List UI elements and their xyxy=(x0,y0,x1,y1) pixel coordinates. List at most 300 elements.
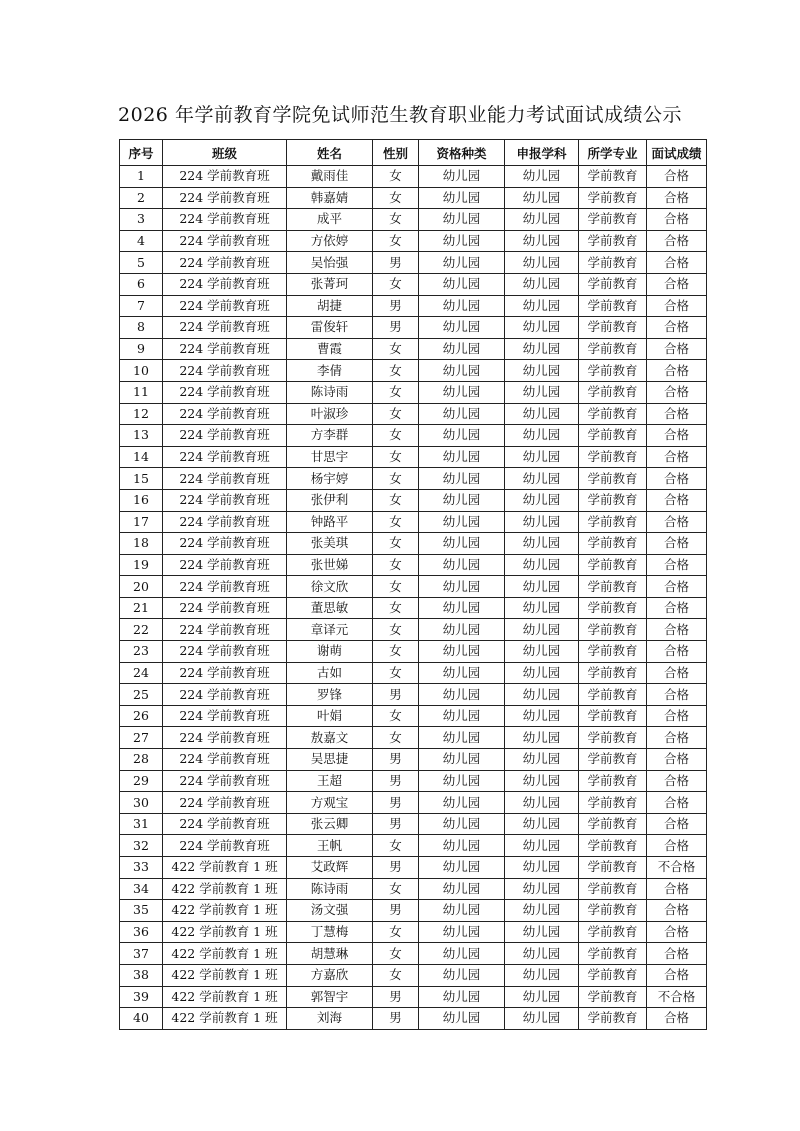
table-row xyxy=(120,187,707,209)
cell-gender: 男 xyxy=(373,857,419,879)
cell-qualification-type: 幼儿园 xyxy=(419,921,505,943)
cell-index: 26 xyxy=(120,705,163,727)
table-row xyxy=(120,641,707,663)
cell-interview-result: 合格 xyxy=(647,705,707,727)
cell-index: 7 xyxy=(120,295,163,317)
cell-major: 学前教育 xyxy=(579,338,647,360)
cell-name: 陈诗雨 xyxy=(287,381,373,403)
cell-interview-result: 合格 xyxy=(647,381,707,403)
table-row xyxy=(120,835,707,857)
cell-interview-result: 合格 xyxy=(647,230,707,252)
cell-subject: 幼儿园 xyxy=(505,705,579,727)
cell-subject: 幼儿园 xyxy=(505,727,579,749)
cell-name: 张世娣 xyxy=(287,554,373,576)
table-row xyxy=(120,489,707,511)
cell-major: 学前教育 xyxy=(579,813,647,835)
cell-name: 张菁珂 xyxy=(287,273,373,295)
table-row xyxy=(120,209,707,231)
cell-index: 22 xyxy=(120,619,163,641)
cell-qualification-type: 幼儿园 xyxy=(419,857,505,879)
cell-qualification-type: 幼儿园 xyxy=(419,554,505,576)
cell-gender: 女 xyxy=(373,230,419,252)
cell-major: 学前教育 xyxy=(579,317,647,339)
col-header-class: 班级 xyxy=(163,140,287,166)
cell-name: 甘思宇 xyxy=(287,446,373,468)
cell-subject: 幼儿园 xyxy=(505,381,579,403)
cell-name: 董思敏 xyxy=(287,597,373,619)
table-row xyxy=(120,619,707,641)
cell-gender: 男 xyxy=(373,252,419,274)
cell-major: 学前教育 xyxy=(579,1008,647,1030)
cell-class: 224 学前教育班 xyxy=(163,533,287,555)
cell-index: 23 xyxy=(120,641,163,663)
cell-major: 学前教育 xyxy=(579,489,647,511)
cell-qualification-type: 幼儿园 xyxy=(419,662,505,684)
cell-gender: 男 xyxy=(373,295,419,317)
cell-interview-result: 合格 xyxy=(647,943,707,965)
cell-class: 224 学前教育班 xyxy=(163,576,287,598)
cell-major: 学前教育 xyxy=(579,684,647,706)
cell-qualification-type: 幼儿园 xyxy=(419,489,505,511)
cell-interview-result: 合格 xyxy=(647,921,707,943)
cell-index: 18 xyxy=(120,533,163,555)
cell-interview-result: 合格 xyxy=(647,403,707,425)
cell-interview-result: 合格 xyxy=(647,295,707,317)
cell-interview-result: 合格 xyxy=(647,468,707,490)
table-row xyxy=(120,813,707,835)
cell-gender: 女 xyxy=(373,878,419,900)
cell-gender: 女 xyxy=(373,468,419,490)
cell-gender: 女 xyxy=(373,446,419,468)
cell-major: 学前教育 xyxy=(579,705,647,727)
cell-index: 29 xyxy=(120,770,163,792)
col-header-index: 序号 xyxy=(120,140,163,166)
cell-interview-result: 合格 xyxy=(647,446,707,468)
table-row xyxy=(120,468,707,490)
cell-qualification-type: 幼儿园 xyxy=(419,878,505,900)
cell-gender: 女 xyxy=(373,619,419,641)
cell-index: 40 xyxy=(120,1008,163,1030)
table-row xyxy=(120,727,707,749)
cell-major: 学前教育 xyxy=(579,425,647,447)
cell-interview-result: 合格 xyxy=(647,770,707,792)
cell-subject: 幼儿园 xyxy=(505,317,579,339)
cell-gender: 女 xyxy=(373,705,419,727)
cell-index: 1 xyxy=(120,166,163,188)
cell-qualification-type: 幼儿园 xyxy=(419,749,505,771)
cell-interview-result: 合格 xyxy=(647,489,707,511)
cell-gender: 女 xyxy=(373,554,419,576)
cell-subject: 幼儿园 xyxy=(505,446,579,468)
cell-interview-result: 合格 xyxy=(647,727,707,749)
cell-major: 学前教育 xyxy=(579,964,647,986)
cell-index: 24 xyxy=(120,662,163,684)
cell-class: 224 学前教育班 xyxy=(163,489,287,511)
cell-name: 敖嘉文 xyxy=(287,727,373,749)
cell-subject: 幼儿园 xyxy=(505,986,579,1008)
cell-index: 25 xyxy=(120,684,163,706)
cell-qualification-type: 幼儿园 xyxy=(419,381,505,403)
col-header-gender: 性别 xyxy=(373,140,419,166)
cell-class: 224 学前教育班 xyxy=(163,187,287,209)
cell-class: 224 学前教育班 xyxy=(163,749,287,771)
cell-interview-result: 合格 xyxy=(647,252,707,274)
cell-qualification-type: 幼儿园 xyxy=(419,1008,505,1030)
cell-qualification-type: 幼儿园 xyxy=(419,943,505,965)
cell-class: 422 学前教育 1 班 xyxy=(163,921,287,943)
cell-gender: 女 xyxy=(373,835,419,857)
page-title: 2026 年学前教育学院免试师范生教育职业能力考试面试成绩公示 xyxy=(118,104,682,126)
cell-major: 学前教育 xyxy=(579,597,647,619)
cell-gender: 女 xyxy=(373,187,419,209)
cell-qualification-type: 幼儿园 xyxy=(419,252,505,274)
cell-interview-result: 合格 xyxy=(647,511,707,533)
cell-qualification-type: 幼儿园 xyxy=(419,835,505,857)
cell-gender: 男 xyxy=(373,792,419,814)
table-row xyxy=(120,360,707,382)
cell-index: 27 xyxy=(120,727,163,749)
cell-qualification-type: 幼儿园 xyxy=(419,360,505,382)
table-row xyxy=(120,446,707,468)
table-row xyxy=(120,295,707,317)
cell-subject: 幼儿园 xyxy=(505,576,579,598)
cell-interview-result: 不合格 xyxy=(647,986,707,1008)
cell-qualification-type: 幼儿园 xyxy=(419,317,505,339)
cell-qualification-type: 幼儿园 xyxy=(419,792,505,814)
cell-qualification-type: 幼儿园 xyxy=(419,403,505,425)
cell-name: 王超 xyxy=(287,770,373,792)
table-row xyxy=(120,900,707,922)
col-header-qualification-type: 资格种类 xyxy=(419,140,505,166)
cell-qualification-type: 幼儿园 xyxy=(419,533,505,555)
cell-qualification-type: 幼儿园 xyxy=(419,338,505,360)
cell-qualification-type: 幼儿园 xyxy=(419,468,505,490)
cell-gender: 女 xyxy=(373,338,419,360)
cell-gender: 女 xyxy=(373,489,419,511)
cell-class: 422 学前教育 1 班 xyxy=(163,878,287,900)
cell-class: 224 学前教育班 xyxy=(163,705,287,727)
table-row xyxy=(120,1008,707,1030)
cell-major: 学前教育 xyxy=(579,446,647,468)
cell-index: 38 xyxy=(120,964,163,986)
cell-class: 224 学前教育班 xyxy=(163,230,287,252)
cell-index: 12 xyxy=(120,403,163,425)
table-row xyxy=(120,403,707,425)
cell-index: 15 xyxy=(120,468,163,490)
cell-major: 学前教育 xyxy=(579,749,647,771)
cell-qualification-type: 幼儿园 xyxy=(419,770,505,792)
cell-interview-result: 合格 xyxy=(647,878,707,900)
cell-interview-result: 不合格 xyxy=(647,857,707,879)
cell-gender: 女 xyxy=(373,943,419,965)
cell-name: 韩嘉婧 xyxy=(287,187,373,209)
cell-subject: 幼儿园 xyxy=(505,770,579,792)
cell-index: 11 xyxy=(120,381,163,403)
cell-interview-result: 合格 xyxy=(647,338,707,360)
cell-subject: 幼儿园 xyxy=(505,662,579,684)
cell-gender: 女 xyxy=(373,166,419,188)
cell-class: 224 学前教育班 xyxy=(163,727,287,749)
cell-interview-result: 合格 xyxy=(647,576,707,598)
cell-major: 学前教育 xyxy=(579,273,647,295)
cell-name: 罗锋 xyxy=(287,684,373,706)
cell-gender: 女 xyxy=(373,533,419,555)
cell-subject: 幼儿园 xyxy=(505,813,579,835)
cell-index: 8 xyxy=(120,317,163,339)
cell-qualification-type: 幼儿园 xyxy=(419,964,505,986)
cell-index: 19 xyxy=(120,554,163,576)
table-row xyxy=(120,230,707,252)
cell-interview-result: 合格 xyxy=(647,900,707,922)
cell-name: 戴雨佳 xyxy=(287,166,373,188)
cell-subject: 幼儿园 xyxy=(505,489,579,511)
table-row xyxy=(120,792,707,814)
cell-subject: 幼儿园 xyxy=(505,209,579,231)
cell-subject: 幼儿园 xyxy=(505,641,579,663)
table-row xyxy=(120,684,707,706)
cell-class: 224 学前教育班 xyxy=(163,425,287,447)
cell-index: 36 xyxy=(120,921,163,943)
cell-class: 224 学前教育班 xyxy=(163,835,287,857)
cell-class: 422 学前教育 1 班 xyxy=(163,964,287,986)
cell-name: 章译元 xyxy=(287,619,373,641)
cell-interview-result: 合格 xyxy=(647,554,707,576)
cell-major: 学前教育 xyxy=(579,166,647,188)
cell-interview-result: 合格 xyxy=(647,1008,707,1030)
cell-gender: 男 xyxy=(373,900,419,922)
cell-major: 学前教育 xyxy=(579,727,647,749)
cell-index: 35 xyxy=(120,900,163,922)
table-row xyxy=(120,576,707,598)
cell-qualification-type: 幼儿园 xyxy=(419,900,505,922)
cell-subject: 幼儿园 xyxy=(505,619,579,641)
cell-gender: 女 xyxy=(373,597,419,619)
cell-index: 10 xyxy=(120,360,163,382)
cell-gender: 女 xyxy=(373,641,419,663)
cell-qualification-type: 幼儿园 xyxy=(419,166,505,188)
col-header-major: 所学专业 xyxy=(579,140,647,166)
cell-interview-result: 合格 xyxy=(647,425,707,447)
cell-subject: 幼儿园 xyxy=(505,425,579,447)
cell-subject: 幼儿园 xyxy=(505,166,579,188)
cell-qualification-type: 幼儿园 xyxy=(419,209,505,231)
cell-index: 17 xyxy=(120,511,163,533)
cell-major: 学前教育 xyxy=(579,295,647,317)
cell-name: 汤文强 xyxy=(287,900,373,922)
cell-class: 224 学前教育班 xyxy=(163,209,287,231)
cell-interview-result: 合格 xyxy=(647,792,707,814)
cell-index: 5 xyxy=(120,252,163,274)
cell-name: 吴思捷 xyxy=(287,749,373,771)
cell-class: 224 学前教育班 xyxy=(163,252,287,274)
cell-name: 郭智宇 xyxy=(287,986,373,1008)
cell-class: 224 学前教育班 xyxy=(163,403,287,425)
cell-qualification-type: 幼儿园 xyxy=(419,813,505,835)
cell-index: 34 xyxy=(120,878,163,900)
cell-subject: 幼儿园 xyxy=(505,295,579,317)
table-row xyxy=(120,749,707,771)
table-row xyxy=(120,381,707,403)
cell-subject: 幼儿园 xyxy=(505,792,579,814)
cell-major: 学前教育 xyxy=(579,209,647,231)
col-header-name: 姓名 xyxy=(287,140,373,166)
cell-subject: 幼儿园 xyxy=(505,964,579,986)
cell-name: 张云卿 xyxy=(287,813,373,835)
cell-index: 30 xyxy=(120,792,163,814)
cell-interview-result: 合格 xyxy=(647,749,707,771)
cell-name: 谢萌 xyxy=(287,641,373,663)
cell-qualification-type: 幼儿园 xyxy=(419,597,505,619)
cell-class: 422 学前教育 1 班 xyxy=(163,1008,287,1030)
cell-subject: 幼儿园 xyxy=(505,533,579,555)
cell-name: 叶淑珍 xyxy=(287,403,373,425)
cell-name: 丁慧梅 xyxy=(287,921,373,943)
cell-major: 学前教育 xyxy=(579,511,647,533)
cell-subject: 幼儿园 xyxy=(505,273,579,295)
cell-class: 224 学前教育班 xyxy=(163,468,287,490)
cell-subject: 幼儿园 xyxy=(505,943,579,965)
cell-name: 成平 xyxy=(287,209,373,231)
cell-class: 224 学前教育班 xyxy=(163,684,287,706)
cell-name: 曹霞 xyxy=(287,338,373,360)
cell-subject: 幼儿园 xyxy=(505,684,579,706)
cell-class: 422 学前教育 1 班 xyxy=(163,986,287,1008)
cell-subject: 幼儿园 xyxy=(505,187,579,209)
cell-major: 学前教育 xyxy=(579,619,647,641)
cell-major: 学前教育 xyxy=(579,381,647,403)
cell-gender: 男 xyxy=(373,813,419,835)
cell-gender: 女 xyxy=(373,511,419,533)
cell-name: 艾政辉 xyxy=(287,857,373,879)
cell-major: 学前教育 xyxy=(579,878,647,900)
cell-gender: 男 xyxy=(373,986,419,1008)
cell-qualification-type: 幼儿园 xyxy=(419,986,505,1008)
cell-name: 胡捷 xyxy=(287,295,373,317)
cell-major: 学前教育 xyxy=(579,857,647,879)
cell-qualification-type: 幼儿园 xyxy=(419,641,505,663)
cell-major: 学前教育 xyxy=(579,252,647,274)
table-row xyxy=(120,273,707,295)
cell-interview-result: 合格 xyxy=(647,533,707,555)
table-row xyxy=(120,705,707,727)
cell-class: 224 学前教育班 xyxy=(163,813,287,835)
cell-major: 学前教育 xyxy=(579,986,647,1008)
col-header-subject: 申报学科 xyxy=(505,140,579,166)
cell-gender: 女 xyxy=(373,727,419,749)
cell-name: 方观宝 xyxy=(287,792,373,814)
cell-name: 雷俊轩 xyxy=(287,317,373,339)
cell-interview-result: 合格 xyxy=(647,813,707,835)
cell-interview-result: 合格 xyxy=(647,166,707,188)
cell-index: 9 xyxy=(120,338,163,360)
cell-subject: 幼儿园 xyxy=(505,360,579,382)
cell-major: 学前教育 xyxy=(579,230,647,252)
cell-gender: 女 xyxy=(373,964,419,986)
cell-class: 224 学前教育班 xyxy=(163,662,287,684)
cell-subject: 幼儿园 xyxy=(505,749,579,771)
cell-gender: 男 xyxy=(373,317,419,339)
cell-interview-result: 合格 xyxy=(647,360,707,382)
cell-qualification-type: 幼儿园 xyxy=(419,684,505,706)
cell-class: 224 学前教育班 xyxy=(163,554,287,576)
cell-interview-result: 合格 xyxy=(647,597,707,619)
cell-interview-result: 合格 xyxy=(647,273,707,295)
cell-qualification-type: 幼儿园 xyxy=(419,705,505,727)
cell-name: 方依婷 xyxy=(287,230,373,252)
cell-name: 王帆 xyxy=(287,835,373,857)
cell-subject: 幼儿园 xyxy=(505,230,579,252)
table-row xyxy=(120,921,707,943)
cell-interview-result: 合格 xyxy=(647,187,707,209)
cell-class: 224 学前教育班 xyxy=(163,641,287,663)
cell-class: 224 学前教育班 xyxy=(163,295,287,317)
cell-subject: 幼儿园 xyxy=(505,554,579,576)
cell-name: 张伊利 xyxy=(287,489,373,511)
cell-index: 20 xyxy=(120,576,163,598)
col-header-interview-result: 面试成绩 xyxy=(647,140,707,166)
cell-index: 33 xyxy=(120,857,163,879)
cell-major: 学前教育 xyxy=(579,360,647,382)
cell-interview-result: 合格 xyxy=(647,619,707,641)
cell-class: 422 学前教育 1 班 xyxy=(163,943,287,965)
cell-gender: 男 xyxy=(373,749,419,771)
cell-index: 6 xyxy=(120,273,163,295)
table-row xyxy=(120,317,707,339)
cell-name: 胡慧琳 xyxy=(287,943,373,965)
cell-name: 李倩 xyxy=(287,360,373,382)
cell-major: 学前教育 xyxy=(579,554,647,576)
cell-name: 张美琪 xyxy=(287,533,373,555)
cell-qualification-type: 幼儿园 xyxy=(419,230,505,252)
cell-name: 刘海 xyxy=(287,1008,373,1030)
cell-name: 徐文欣 xyxy=(287,576,373,598)
cell-gender: 女 xyxy=(373,576,419,598)
cell-name: 陈诗雨 xyxy=(287,878,373,900)
cell-interview-result: 合格 xyxy=(647,317,707,339)
cell-major: 学前教育 xyxy=(579,900,647,922)
cell-qualification-type: 幼儿园 xyxy=(419,619,505,641)
cell-subject: 幼儿园 xyxy=(505,511,579,533)
cell-class: 224 学前教育班 xyxy=(163,360,287,382)
cell-qualification-type: 幼儿园 xyxy=(419,576,505,598)
cell-subject: 幼儿园 xyxy=(505,1008,579,1030)
cell-name: 吴怡强 xyxy=(287,252,373,274)
cell-class: 224 学前教育班 xyxy=(163,338,287,360)
cell-name: 方嘉欣 xyxy=(287,964,373,986)
cell-name: 叶娟 xyxy=(287,705,373,727)
cell-index: 31 xyxy=(120,813,163,835)
cell-qualification-type: 幼儿园 xyxy=(419,511,505,533)
cell-class: 224 学前教育班 xyxy=(163,273,287,295)
cell-major: 学前教育 xyxy=(579,792,647,814)
cell-index: 14 xyxy=(120,446,163,468)
cell-major: 学前教育 xyxy=(579,943,647,965)
cell-interview-result: 合格 xyxy=(647,964,707,986)
table-header-row xyxy=(120,140,707,166)
cell-class: 224 学前教育班 xyxy=(163,381,287,403)
cell-qualification-type: 幼儿园 xyxy=(419,446,505,468)
table-row xyxy=(120,857,707,879)
cell-gender: 女 xyxy=(373,273,419,295)
cell-gender: 女 xyxy=(373,403,419,425)
cell-qualification-type: 幼儿园 xyxy=(419,273,505,295)
cell-qualification-type: 幼儿园 xyxy=(419,187,505,209)
cell-subject: 幼儿园 xyxy=(505,900,579,922)
cell-name: 钟路平 xyxy=(287,511,373,533)
cell-class: 224 学前教育班 xyxy=(163,792,287,814)
cell-subject: 幼儿园 xyxy=(505,921,579,943)
table-row xyxy=(120,878,707,900)
